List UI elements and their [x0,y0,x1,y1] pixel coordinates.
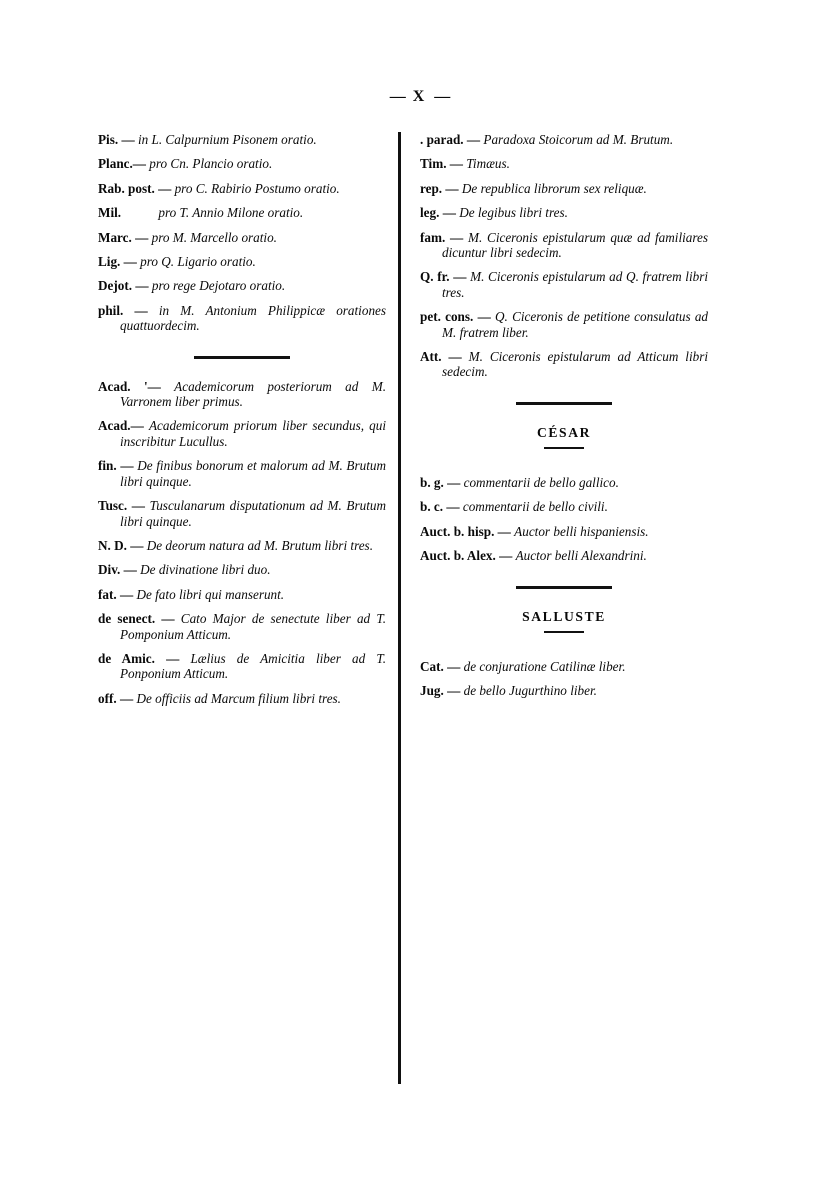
section-rule [194,356,290,359]
list-item [420,349,708,380]
two-column-body [98,132,708,1092]
list-item [98,418,386,449]
entry-description: De finibus bonorum et malorum ad M. Brutum libri quinque. [120,458,386,489]
list-item [98,379,386,410]
list-item [98,587,386,602]
entry-abbreviation: de Amic. — [98,650,180,666]
list-item [98,205,386,220]
entry-abbreviation: Acad. '— [98,378,161,394]
list-item [420,156,708,171]
entry-description: pro C. Rabirio Postumo oratio. [174,180,340,196]
list-item [420,499,708,514]
header-left-dash: — [389,88,406,105]
entry-description: Auctor belli hispaniensis. [514,523,649,539]
list-item [98,611,386,642]
entry-abbreviation: Acad.— [98,418,144,434]
entry-description: de bello Jugurthino liber. [463,682,597,698]
list-item [98,691,386,706]
entry-description: pro Cn. Plancio oratio. [149,156,273,172]
list-item [98,538,386,553]
list-item [420,548,708,563]
entry-abbreviation: de senect. — [98,611,175,627]
entry-abbreviation: Tim. — [420,156,463,172]
entry-abbreviation: Q. fr. — [420,269,467,285]
entry-abbreviation: Rab. post. — [98,180,172,196]
list-item [420,181,708,196]
right-column [420,132,708,707]
entry-description: De divinatione libri duo. [140,562,271,578]
list-item [98,278,386,293]
entry-description: Auctor belli Alexandrini. [515,548,647,564]
entry-description: M. Ciceronis epistularum quæ ad familiares dicuntur libri sedecim. [442,229,709,261]
entry-description: Academicorum posteriorum ad M. Varronem liber primus. [120,378,387,410]
entry-description: Tusculanarum disputationum ad M. Brutum libri quinque. [120,498,386,529]
list-item [420,269,708,300]
section-heading-underline [544,447,584,449]
list-item [420,683,708,698]
list-item [98,651,386,682]
entry-abbreviation: fin. — [98,458,134,474]
entry-abbreviation: Tusc. — [98,498,145,514]
list-item [98,303,386,334]
list-item [98,498,386,529]
entry-abbreviation: Mil. [98,205,122,221]
list-item [420,309,708,340]
entry-abbreviation: leg. — [420,205,456,221]
entry-description: in M. Antonium Philippicæ orationes quattuordecim. [120,302,387,334]
entry-description: De legibus libri tres. [459,205,568,221]
entry-description: De deorum natura ad M. Brutum libri tres. [146,537,373,553]
list-item [98,181,386,196]
entry-description: pro T. Annio Milone oratio. [158,205,304,221]
list-item [420,659,708,674]
entry-description: Timæus. [466,156,510,172]
entry-description: Paradoxa Stoicorum ad M. Brutum. [483,132,674,147]
entry-description: in L. Calpurnium Pisonem oratio. [137,132,317,147]
list-item [98,254,386,269]
entry-abbreviation: Cat. — [420,658,461,674]
entry-abbreviation: Auct. b. hisp. — [420,523,511,539]
entry-description: commentarii de bello gallico. [463,474,619,490]
entry-abbreviation: phil. — [98,302,148,318]
entry-abbreviation: b. g. — [420,474,461,490]
entry-abbreviation: Att. — [420,349,462,365]
list-item [420,230,708,261]
entry-abbreviation: fat. — [98,586,134,602]
list-item [420,475,708,490]
entry-abbreviation: . parad. — [420,132,481,147]
entry-description: pro M. Marcello oratio. [151,229,277,245]
entry-abbreviation: N. D. — [98,537,144,553]
entry-abbreviation: b. c. — [420,499,460,515]
entry-description: De fato libri qui manserunt. [136,586,285,602]
entry-description: pro Q. Ligario oratio. [140,254,256,270]
entry-abbreviation: off. — [98,690,134,706]
entry-abbreviation: Dejot. — [98,278,149,294]
list-item [420,205,708,220]
section-heading-cesar: CÉSAR [536,424,592,440]
entry-abbreviation: Div. — [98,562,137,578]
entry-description: pro rege Dejotaro oratio. [151,278,286,294]
entry-description: Academicorum priorum liber secundus, qui inscribitur Lucullus. [120,418,387,449]
section-heading-underline [544,631,584,633]
entry-abbreviation: Jug. — [420,682,461,698]
page-number: X [412,88,428,105]
section-heading-salluste: SALLUSTE [522,608,606,624]
entry-description: commentarii de bello civili. [462,499,608,515]
entry-description: Lælius de Amicitia liber ad T. Ponponium Atticum. [120,650,386,682]
entry-description: M. Ciceronis epistularum ad Q. fratrem libri tres. [442,269,708,300]
list-item [98,230,386,245]
list-item [420,132,708,147]
entry-abbreviation: pet. cons. — [420,309,491,325]
list-item [98,132,386,147]
entry-description: Cato Major de senectute liber ad T. Pomponium Atticum. [120,611,387,642]
entry-abbreviation: fam. — [420,229,464,245]
list-item [420,524,708,539]
left-column [98,132,386,715]
header-right-dash: — [434,88,451,105]
entry-abbreviation: Planc.— [98,156,146,172]
entry-description: de conjuratione Catilinæ liber. [463,658,626,674]
list-item [98,458,386,489]
entry-description: De republica librorum sex reliquæ. [461,180,647,196]
entry-abbreviation: Lig. — [98,254,137,270]
entry-abbreviation: Marc. — [98,229,149,245]
section-rule [516,586,612,589]
entry-abbreviation: Auct. b. Alex. — [420,548,513,564]
list-item [98,156,386,171]
section-rule [516,402,612,405]
entry-abbreviation: rep. — [420,180,459,196]
entry-description: M. Ciceronis epistularum ad Atticum libri sedecim. [442,349,708,380]
entry-description: Q. Ciceronis de petitione consulatus ad M. fratrem liber. [442,309,709,340]
list-item [98,562,386,577]
page-header [0,88,840,106]
entry-abbreviation: Pis. — [98,132,135,147]
column-divider [398,132,401,1084]
entry-description: De officiis ad Marcum filium libri tres. [136,690,341,706]
